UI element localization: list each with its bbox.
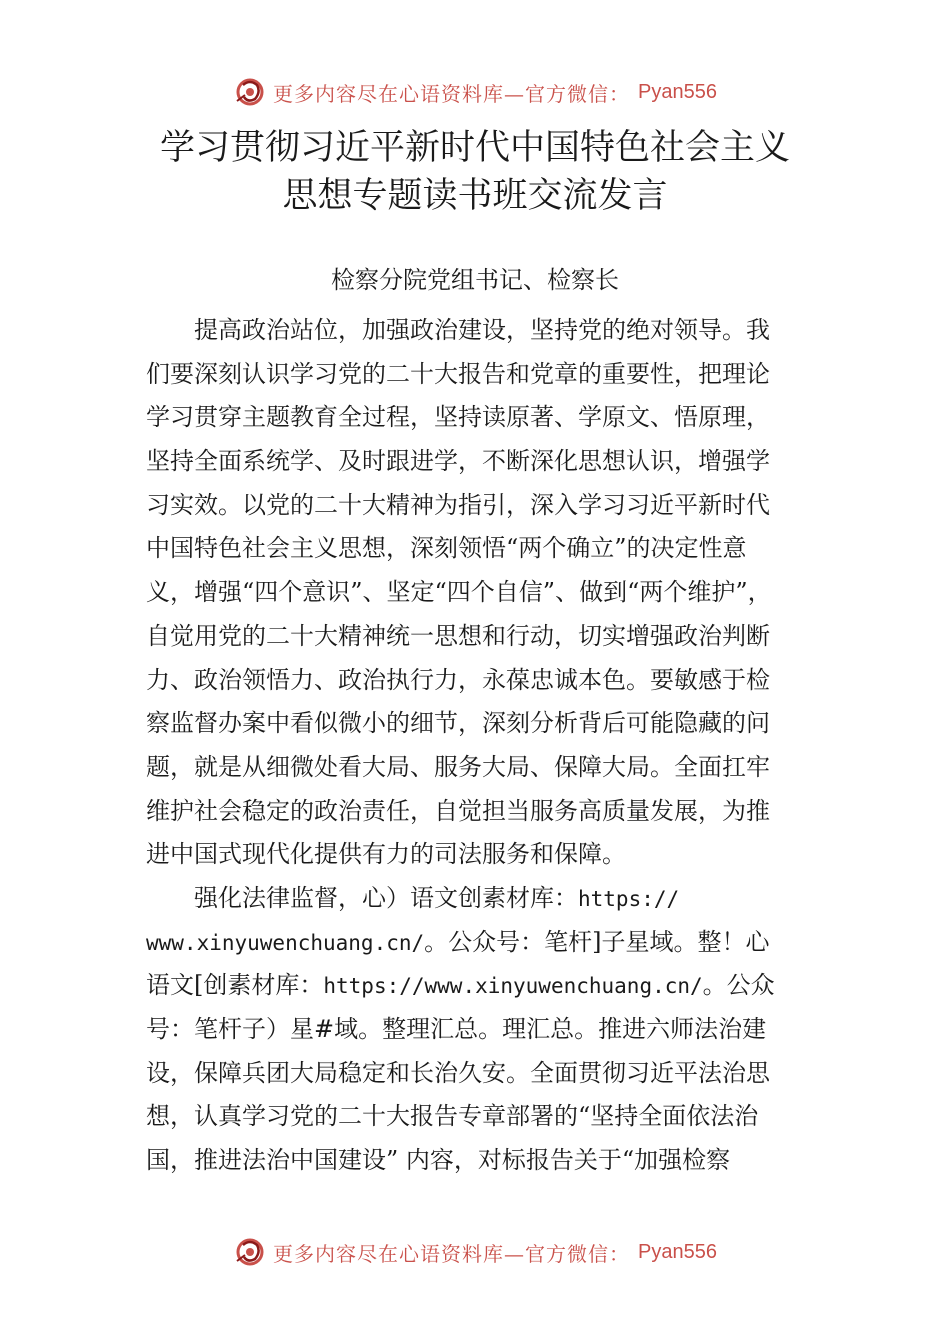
title-line-1: 学习贯彻习近平新时代中国特色社会主义 [159, 128, 790, 168]
banner-text: 更多内容尽在心语资料库—官方微信： [273, 1241, 631, 1266]
red-spiral-logo-icon [233, 75, 267, 109]
paragraph-1-line: 们要深刻认识学习党的二十大报告和党章的重要性，把理论 [146, 359, 770, 388]
document-title [0, 124, 950, 220]
paragraph-1-line: 进中国式现代化提供有力的司法服务和保障。 [146, 840, 626, 869]
paragraph-2-line: 号：笔杆子）星#域。整理汇总。理汇总。推进六师法治建 [146, 1015, 767, 1043]
paragraph-1-line: 坚持全面系统学、及时跟进学，不断深化思想认识，增强学 [146, 447, 770, 476]
paragraph-1-line: 题，就是从细微处看大局、服务大局、保障大局。全面扛牢 [146, 752, 770, 781]
paragraph-1-line: 自觉用党的二十大精神统一思想和行动，切实增强政治判断 [146, 621, 770, 650]
banner-wechat-id: Pyan556 [638, 80, 717, 103]
red-spiral-logo-icon [233, 1235, 267, 1269]
paragraph-2-line: 国，推进法治中国建设” 内容，对标报告关于“加强检察 [146, 1146, 731, 1175]
paragraph-2-text: 语文[创素材库： [146, 971, 324, 1000]
paragraph-2-line [146, 964, 816, 1008]
paragraph-1-line: 提高政治站位，加强政治建设，坚持党的绝对领导。我 [194, 316, 770, 344]
paragraph-1-line: 义，增强“四个意识”、坚定“四个自信”、做到“两个维护”， [146, 578, 772, 607]
paragraph-1-line: 中国特色社会主义思想，深刻领悟“两个确立”的决定性意 [146, 534, 747, 563]
paragraph-1-line: 习实效。以党的二十大精神为指引，深入学习习近平新时代 [146, 490, 770, 519]
paragraph-2-line [146, 921, 816, 965]
paragraph-2-line: 设，保障兵团大局稳定和长治久安。全面贯彻习近平法治思 [146, 1058, 770, 1087]
title-line-2: 思想专题读书班交流发言 [282, 176, 668, 216]
paragraph-1-line: 察监督办案中看似微小的细节，深刻分析背后可能隐藏的问 [146, 709, 770, 738]
paragraph-2-url: www.xinyuwenchuang.cn/ [146, 930, 425, 955]
document-body [146, 309, 816, 1183]
paragraph-1-line: 维护社会稳定的政治责任，自觉担当服务高质量发展，为推 [146, 796, 770, 825]
paragraph-2-url: https:// [578, 886, 680, 911]
paragraph-2-line: 想，认真学习党的二十大报告专章部署的“坚持全面依法治 [146, 1102, 759, 1131]
author-line: 检察分院党组书记、检察长 [331, 266, 619, 294]
header-banner [0, 70, 950, 114]
paragraph-1-line: 力、政治领悟力、政治执行力，永葆忠诚本色。要敏感于检 [146, 665, 770, 694]
paragraph-2-text: 强化法律监督，心）语文创素材库： [194, 883, 578, 912]
paragraph-2-text: 。公众号：笔杆]子星域。整！心 [424, 927, 770, 956]
banner-wechat-id: Pyan556 [638, 1240, 717, 1263]
paragraph-1-line: 学习贯穿主题教育全过程，坚持读原著、学原文、悟原理， [146, 403, 770, 432]
paragraph-2-line [146, 877, 816, 921]
banner-text: 更多内容尽在心语资料库—官方微信： [273, 81, 631, 106]
paragraph-2-url: https://www.xinyuwenchuang.cn/ [323, 974, 703, 999]
paragraph-2-text: 。公众 [702, 971, 775, 1000]
footer-banner [0, 1230, 950, 1274]
